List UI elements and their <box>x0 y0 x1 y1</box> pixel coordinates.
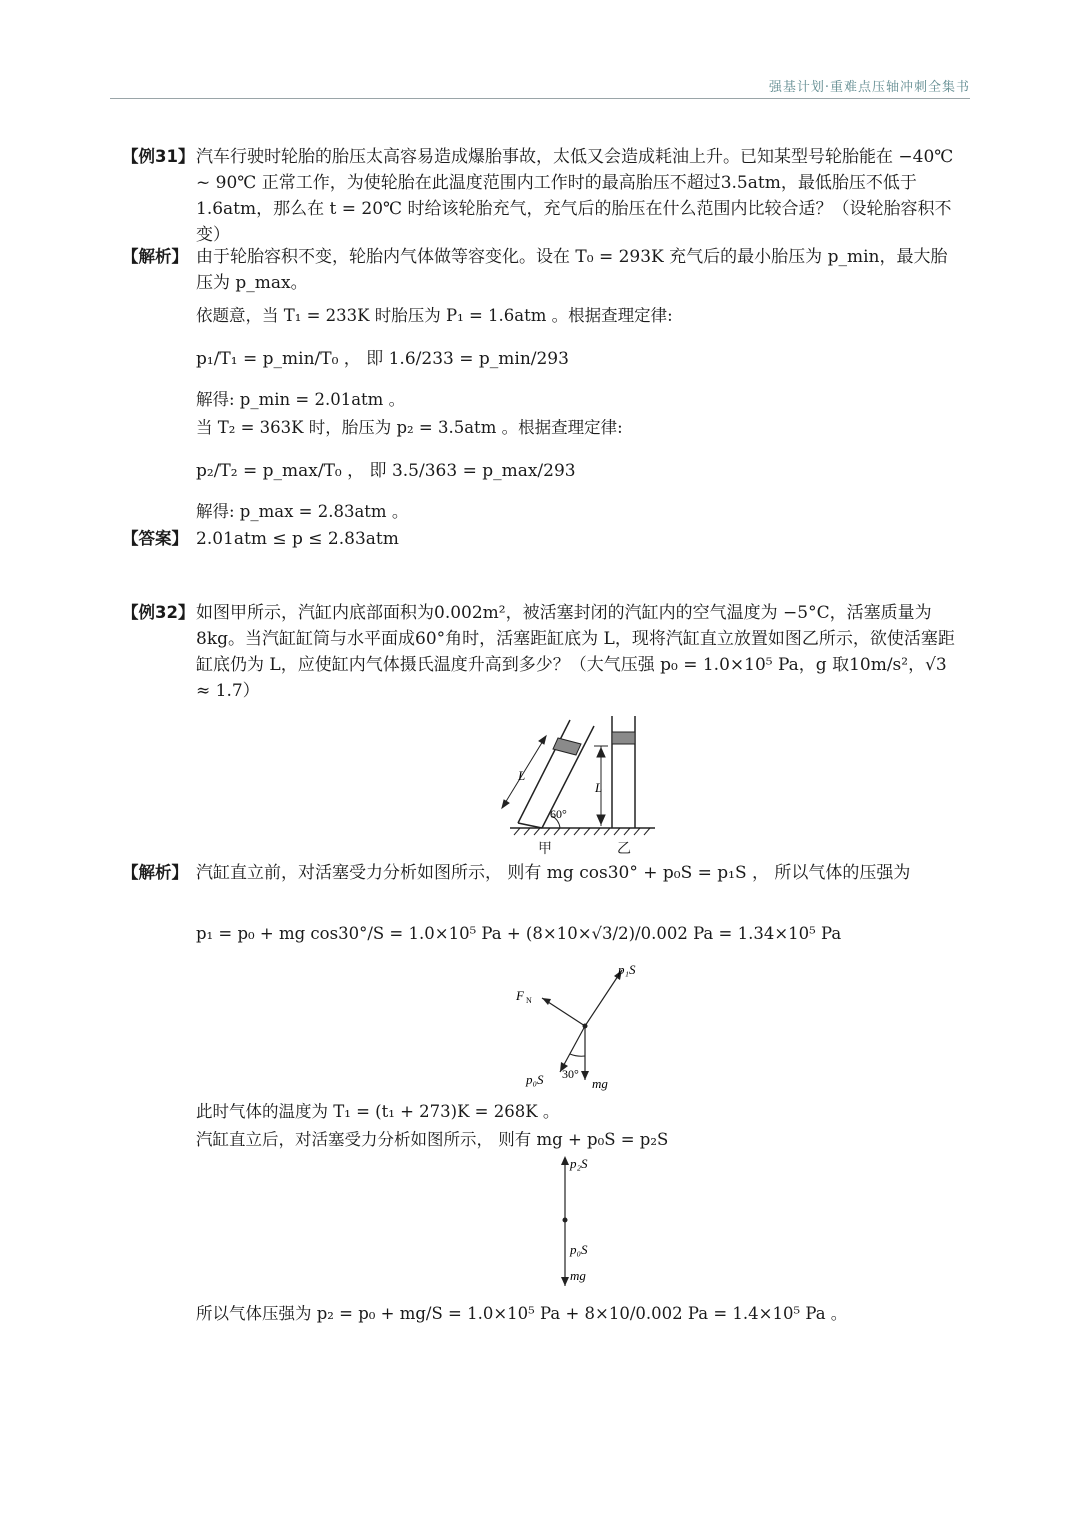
solution-text: 汽缸直立前，对活塞受力分析如图所示， 则有 mg cos30° + p₀S = p₁S ， 所以气体的压强为 <box>196 863 911 883</box>
example-32-solution-intro <box>122 860 964 886</box>
answer-tag: 【答案】 <box>122 529 188 548</box>
angle-label: 60° <box>550 807 567 821</box>
force-label-p1S: p₁S <box>618 962 636 977</box>
example-31-tag: 【例31】 <box>122 147 195 166</box>
solution-tag: 【解析】 <box>122 863 188 882</box>
example-32 <box>122 600 964 704</box>
force-label-p2S: p₂S <box>570 1156 588 1171</box>
upright-cylinder <box>612 716 635 828</box>
example-31 <box>122 144 964 248</box>
answer-text: 2.01atm ≤ p ≤ 2.83atm <box>196 529 399 549</box>
force-label-p0S: p₀S <box>570 1242 588 1257</box>
example-31-question: 汽车行驶时轮胎的胎压太高容易造成爆胎事故，太低又会造成耗油上升。已知某型号轮胎能在 −40℃ ~ 90℃ 正常工作，为使轮胎在此温度范围内工作时的最高胎压不超过3.5atm，最低胎压不低于1.6atm，那么在 t = 20℃ 时给该轮胎充气，充气后的胎压在什么范围内比较合适？（设轮胎容积不变） <box>196 147 954 245</box>
force-label-FN-sub: N <box>526 996 532 1005</box>
pressure-equation-2: 所以气体压强为 p₂ = p₀ + mg/S = 1.0×10⁵ Pa + 8×10/0.002 Pa = 1.4×10⁵ Pa 。 <box>196 1304 848 1323</box>
dim-label-L: L <box>595 780 603 795</box>
force-label-p0S: p₀S <box>526 1072 544 1087</box>
example-32-question: 如图甲所示，汽缸内底部面积为0.002m²，被活塞封闭的汽缸内的空气温度为 −5°C，活塞质量为8kg。当汽缸缸筒与水平面成60°角时，活塞距缸底为 L，现将汽缸直立放置如图乙所示，欲使活塞距缸底仍为 L，应使缸内气体摄氏温度升高到多少？（大气压强 p₀ = 1.0×10⁵ Pa，g 取10m/s²，√3 ≈ 1.7） <box>196 603 955 701</box>
solution-text: 由于轮胎容积不变，轮胎内气体做等容变化。设在 T₀ = 293K 充气后的最小胎压为 p_min，最大胎压为 p_max。 <box>196 247 948 293</box>
dim-label-L: L <box>518 768 526 783</box>
solution-line: 汽缸直立后，对活塞受力分析如图所示， 则有 mg + p₀S = p₂S <box>196 1130 669 1149</box>
caption-jia: 甲 <box>538 842 552 857</box>
cylinder-figure <box>490 708 670 858</box>
force-diagram-1 <box>510 958 660 1098</box>
example-31-answer <box>122 526 964 552</box>
result-1: 解得: p_min = 2.01atm 。 <box>196 390 406 409</box>
temperature-line: 此时气体的温度为 T₁ = (t₁ + 273)K = 268K 。 <box>196 1102 560 1121</box>
solution-tag: 【解析】 <box>122 247 188 266</box>
example-32-tag: 【例32】 <box>122 603 195 622</box>
result-2: 解得: p_max = 2.83atm 。 <box>196 502 409 521</box>
equation-2: p₂/T₂ = p_max/T₀ ， 即 3.5/363 = p_max/293 <box>196 461 576 481</box>
header-title: 强基计划·重难点压轴冲刺全集书 <box>768 80 970 95</box>
force-label-mg: mg <box>592 1076 608 1091</box>
force-label-mg: mg <box>570 1268 586 1283</box>
solution-line: 当 T₂ = 363K 时，胎压为 p₂ = 3.5atm 。根据查理定律: <box>196 418 623 437</box>
page-header <box>110 78 970 99</box>
caption-yi: 乙 <box>617 842 631 857</box>
equation-1: p₁/T₁ = p_min/T₀ ， 即 1.6/233 = p_min/293 <box>196 349 569 369</box>
force-diagram-2 <box>540 1150 620 1290</box>
example-31-solution-intro <box>122 244 964 296</box>
pressure-equation-1: p₁ = p₀ + mg cos30°/S = 1.0×10⁵ Pa + (8×10×√3/2)/0.002 Pa = 1.34×10⁵ Pa <box>196 924 842 943</box>
force-label-FN: F <box>516 988 524 1003</box>
force-angle-label: 30° <box>562 1067 579 1081</box>
solution-line: 依题意，当 T₁ = 233K 时胎压为 P₁ = 1.6atm 。根据查理定律: <box>196 306 673 325</box>
